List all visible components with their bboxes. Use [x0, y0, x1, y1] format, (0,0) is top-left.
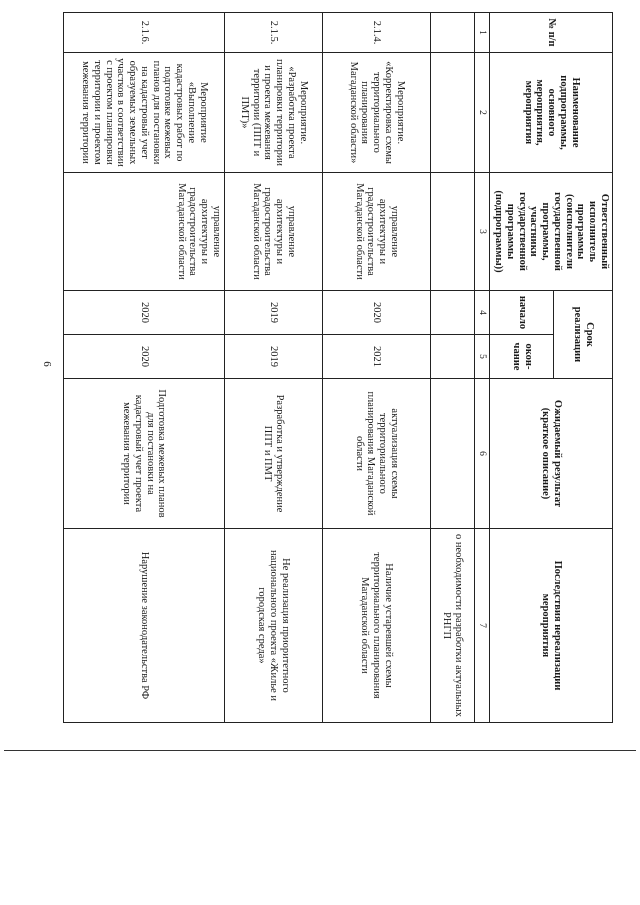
row-name: Мероприятие. «Разработка проекта планировки территории и проекта межевания территории (ППТ и ПМТ)» — [224, 53, 322, 173]
row-result: Подготовка межевых планов для постановки на кадастровый учет проекта межевания территории — [64, 379, 225, 529]
row-result: Разработка и утверждение ППТ и ПМТ — [224, 379, 322, 529]
header-term: Срок реализации — [554, 291, 613, 379]
row-consequences: Не реализация приоритетного национального проекта «Жилье и городская среда» — [224, 529, 322, 723]
row-end: 2019 — [224, 335, 322, 379]
header-name: Наименование подпрограммы, основного мероприятия, мероприятия — [490, 53, 613, 173]
table-row — [64, 13, 225, 723]
row-end: 2020 — [64, 335, 225, 379]
row-responsible: управление архитектуры и градостроительства Магаданской области — [64, 173, 225, 291]
page-number: 6 — [40, 361, 53, 367]
table-row — [322, 13, 430, 723]
row-start: 2019 — [224, 291, 322, 335]
column-number: 6 — [474, 379, 490, 529]
row-start: 2020 — [64, 291, 225, 335]
row-num: 2.1.4. — [322, 13, 430, 53]
column-number: 2 — [474, 53, 490, 173]
row-responsible: управление архитектуры и градостроительства Магаданской области — [224, 173, 322, 291]
continuation-consequences: о необходимости разработки актуальных РНГП — [430, 529, 474, 723]
row-consequences: Наличие устаревшей схемы территориального планирования Магаданской области — [322, 529, 430, 723]
column-number: 7 — [474, 529, 490, 723]
page-divider — [4, 750, 636, 751]
row-start: 2020 — [322, 291, 430, 335]
row-name: Мероприятие. «Корректировка схемы территориального планирования Магаданской области» — [322, 53, 430, 173]
continuation-row — [430, 13, 474, 723]
column-number: 4 — [474, 291, 490, 335]
row-consequences: Нарушение законодательства РФ — [64, 529, 225, 723]
row-end: 2021 — [322, 335, 430, 379]
column-number: 3 — [474, 173, 490, 291]
row-result: актуализация схемы территориального планирования Магаданской области — [322, 379, 430, 529]
header-result: Ожидаемый результат (краткое описание) — [490, 379, 613, 529]
header-end: окон-чание — [490, 335, 554, 379]
column-numbers-row — [474, 13, 490, 723]
table-row — [224, 13, 322, 723]
header-responsible: Ответственный исполнитель программы (соисполнители государственной программы, участники государственной программы (подпрограммы)) — [490, 173, 613, 291]
header-start: начало — [490, 291, 554, 335]
rotated-table-inner — [63, 12, 613, 722]
header-num: № п/п — [490, 13, 613, 53]
column-number: 1 — [474, 13, 490, 53]
column-number: 5 — [474, 335, 490, 379]
row-num: 2.1.5. — [224, 13, 322, 53]
row-responsible: управление архитектуры и градостроительства Магаданской области — [322, 173, 430, 291]
rotated-table-wrapper — [63, 12, 613, 722]
row-name: Мероприятие «Выполнение кадастровых работ по подготовке межевых планов для постановки на кадастровый учет образуемых земельных участков в соответствии с проектом планировки территории и проектом межевания территории — [64, 53, 225, 173]
row-num: 2.1.6. — [64, 13, 225, 53]
program-measures-table — [63, 12, 613, 723]
header-row — [554, 13, 613, 723]
header-consequences: Последствия нереализации мероприятия — [490, 529, 613, 723]
